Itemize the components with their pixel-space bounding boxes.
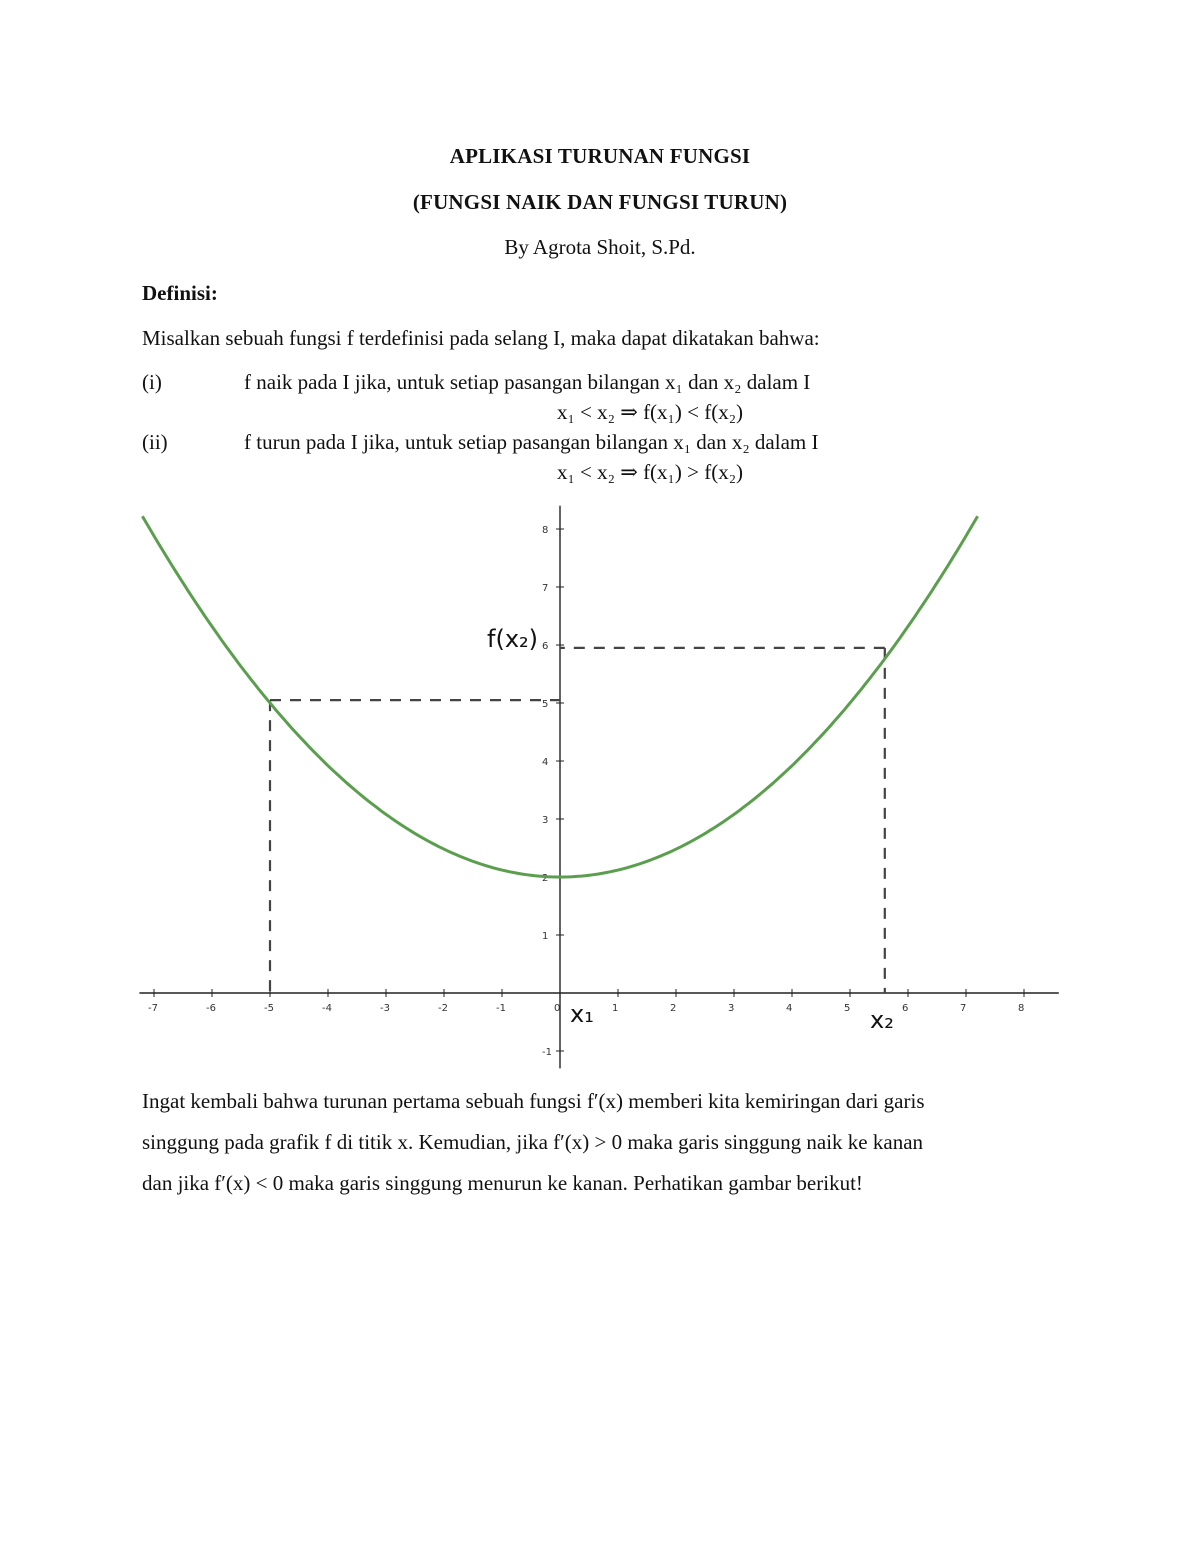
x-tick-label: 8 — [1018, 1003, 1025, 1014]
x-tick-label: 1 — [612, 1003, 619, 1014]
definition-heading: Definisi: — [142, 281, 218, 305]
item-text-i: f naik pada I jika, untuk setiap pasangan bilangan x₁ dan x₂ dalam I — [244, 370, 811, 394]
y-tick-label: -1 — [542, 1047, 552, 1058]
author-line: By Agrota Shoit, S.Pd. — [504, 235, 696, 259]
x1-label: x₁ — [570, 1000, 594, 1028]
x-tick-label: -6 — [206, 1003, 216, 1014]
y-tick-label: 1 — [542, 931, 549, 942]
y-tick-label: 4 — [542, 757, 549, 768]
body-line-1: Ingat kembali bahwa turunan pertama sebuah fungsi f′(x) memberi kita kemiringan dari garis — [142, 1089, 925, 1113]
y-tick-label: 8 — [542, 525, 549, 536]
item-marker-ii: (ii) — [142, 430, 168, 454]
x2-label: x₂ — [870, 1006, 894, 1034]
item-marker-i: (i) — [142, 370, 162, 394]
x-tick-label: 2 — [670, 1003, 677, 1014]
y-tick-label: 7 — [542, 583, 549, 594]
item-formula-ii: x₁ < x₂ ⇒ f(x₁) > f(x₂) — [556, 460, 744, 484]
x-tick-label: -5 — [264, 1003, 274, 1014]
x-tick-label: -4 — [322, 1003, 332, 1014]
body-line-2: singgung pada grafik f di titik x. Kemudian, jika f′(x) > 0 maka garis singgung naik ke kanan — [142, 1130, 924, 1154]
y-tick-label: 3 — [542, 815, 549, 826]
body-line-3: dan jika f′(x) < 0 maka garis singgung menurun ke kanan. Perhatikan gambar berikut! — [142, 1171, 863, 1195]
x-tick-label: 3 — [728, 1003, 735, 1014]
document-subtitle: (FUNGSI NAIK DAN FUNGSI TURUN) — [412, 190, 788, 214]
item-formula-i: x₁ < x₂ ⇒ f(x₁) < f(x₂) — [556, 400, 744, 424]
fx2-label: f(x₂) — [487, 625, 538, 653]
x-tick-label: -3 — [380, 1003, 390, 1014]
x-tick-label: -2 — [438, 1003, 448, 1014]
chart-ticks — [148, 525, 1024, 1058]
y-tick-label: 5 — [542, 699, 549, 710]
parabola-chart — [0, 490, 1200, 1080]
document-title: APLIKASI TURUNAN FUNGSI — [449, 144, 751, 168]
item-text-ii: f turun pada I jika, untuk setiap pasangan bilangan x₁ dan x₂ dalam I — [244, 430, 819, 454]
x-tick-label: 7 — [960, 1003, 967, 1014]
y-tick-label: 2 — [542, 873, 549, 884]
chart-axes — [139, 506, 1058, 1069]
chart-guides — [270, 648, 885, 993]
y-tick-label: 6 — [542, 641, 549, 652]
x-tick-label: 4 — [786, 1003, 793, 1014]
x-tick-label: 6 — [902, 1003, 909, 1014]
x-tick-label: -1 — [496, 1003, 506, 1014]
x-tick-label: 0 — [554, 1003, 561, 1014]
x-tick-label: 5 — [844, 1003, 851, 1014]
x-tick-label: -7 — [148, 1003, 158, 1014]
intro-paragraph: Misalkan sebuah fungsi f terdefinisi pada selang I, maka dapat dikatakan bahwa: — [142, 326, 820, 350]
